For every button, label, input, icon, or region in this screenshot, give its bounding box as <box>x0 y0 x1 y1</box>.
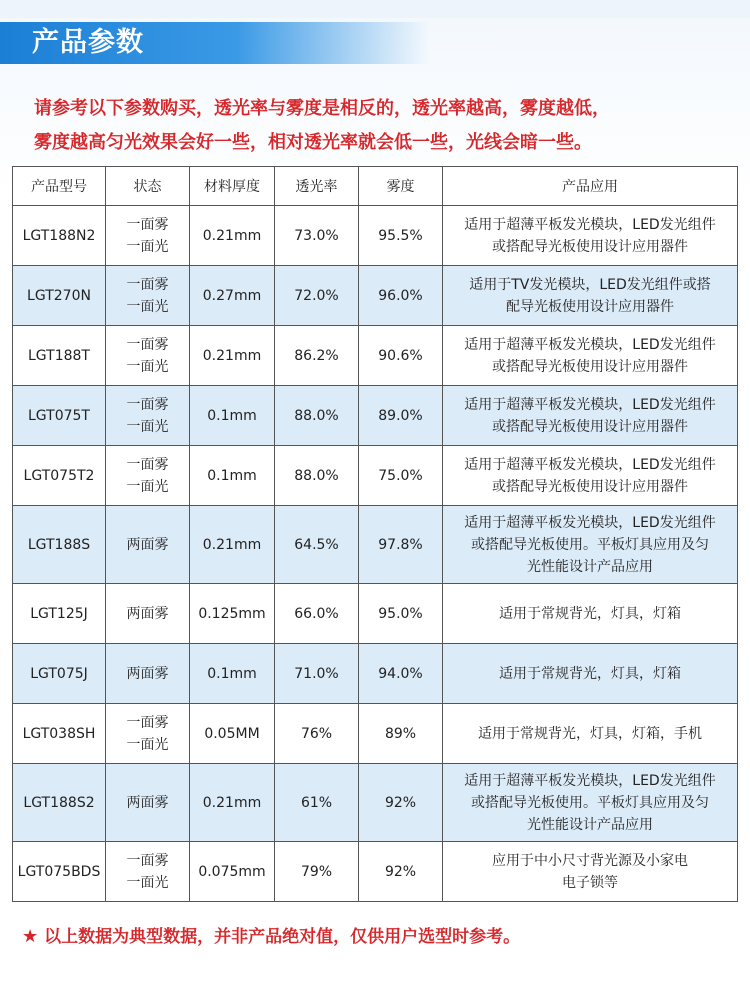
header-thickness: 材料厚度 <box>190 167 275 206</box>
header-application: 产品应用 <box>443 167 738 206</box>
cell-thickness: 0.21mm <box>190 206 275 266</box>
cell-model: LGT188T <box>13 326 106 386</box>
cell-model: LGT270N <box>13 266 106 326</box>
cell-state <box>106 386 190 446</box>
header-transmittance: 透光率 <box>275 167 359 206</box>
state-line: 一面雾 <box>126 216 169 233</box>
table-row <box>13 386 738 446</box>
star-icon: ★ <box>22 926 39 947</box>
cell-transmittance: 72.0% <box>275 266 359 326</box>
cell-thickness: 0.1mm <box>190 644 275 704</box>
cell-haze: 94.0% <box>359 644 443 704</box>
application-line: 适用于常规背光，灯具，灯箱 <box>499 605 681 622</box>
state-line: 两面雾 <box>126 665 169 682</box>
cell-state <box>106 326 190 386</box>
state-line: 一面雾 <box>126 714 169 731</box>
cell-application <box>443 704 738 764</box>
footnote-text: 以上数据为典型数据，并非产品绝对值，仅供用户选型时参考。 <box>44 927 521 947</box>
table-row <box>13 584 738 644</box>
cell-haze: 97.8% <box>359 506 443 584</box>
state-line: 两面雾 <box>126 794 169 811</box>
cell-haze: 75.0% <box>359 446 443 506</box>
cell-model: LGT038SH <box>13 704 106 764</box>
application-line: 适用于常规背光，灯具，灯箱 <box>499 665 681 682</box>
table-row <box>13 704 738 764</box>
cell-haze: 92% <box>359 764 443 842</box>
cell-model: LGT075T2 <box>13 446 106 506</box>
cell-transmittance: 64.5% <box>275 506 359 584</box>
table-body <box>13 206 738 902</box>
cell-application <box>443 764 738 842</box>
table-row <box>13 266 738 326</box>
cell-state <box>106 446 190 506</box>
cell-application <box>443 266 738 326</box>
application-line: 或搭配导光板使用设计应用器件 <box>492 418 688 435</box>
state-line: 一面雾 <box>126 276 169 293</box>
application-line: 或搭配导光板使用。平板灯具应用及匀 <box>471 536 709 553</box>
state-line: 一面雾 <box>126 852 169 869</box>
application-line: 适用于超薄平板发光模块，LED发光组件 <box>464 336 716 353</box>
cell-state <box>106 764 190 842</box>
state-line: 一面光 <box>126 736 169 753</box>
cell-thickness: 0.21mm <box>190 326 275 386</box>
table-row <box>13 446 738 506</box>
cell-thickness: 0.125mm <box>190 584 275 644</box>
application-line: 光性能设计产品应用 <box>527 816 653 833</box>
cell-model: LGT125J <box>13 584 106 644</box>
cell-state <box>106 842 190 902</box>
cell-state <box>106 644 190 704</box>
cell-transmittance: 66.0% <box>275 584 359 644</box>
application-line: 适用于超薄平板发光模块，LED发光组件 <box>464 216 716 233</box>
footnote <box>22 922 520 947</box>
application-line: 适用于常规背光，灯具，灯箱，手机 <box>478 725 702 742</box>
application-line: 或搭配导光板使用。平板灯具应用及匀 <box>471 794 709 811</box>
cell-state <box>106 266 190 326</box>
cell-transmittance: 79% <box>275 842 359 902</box>
header-state: 状态 <box>106 167 190 206</box>
application-line: 光性能设计产品应用 <box>527 558 653 575</box>
header-model: 产品型号 <box>13 167 106 206</box>
application-line: 应用于中小尺寸背光源及小家电 <box>492 852 688 869</box>
table-header-row <box>13 167 738 206</box>
state-line: 一面光 <box>126 358 169 375</box>
section-title: 产品参数 <box>32 27 144 58</box>
table-row <box>13 644 738 704</box>
cell-application <box>443 326 738 386</box>
cell-model: LGT075J <box>13 644 106 704</box>
state-line: 一面光 <box>126 238 169 255</box>
cell-state <box>106 206 190 266</box>
cell-application <box>443 842 738 902</box>
state-line: 一面雾 <box>126 456 169 473</box>
intro-line-1: 请参考以下参数购买，透光率与雾度是相反的，透光率越高，雾度越低， <box>34 98 610 119</box>
table-row <box>13 506 738 584</box>
cell-transmittance: 88.0% <box>275 386 359 446</box>
header-haze: 雾度 <box>359 167 443 206</box>
state-line: 一面光 <box>126 478 169 495</box>
state-line: 一面光 <box>126 298 169 315</box>
cell-thickness: 0.27mm <box>190 266 275 326</box>
table-row <box>13 206 738 266</box>
cell-haze: 95.0% <box>359 584 443 644</box>
intro-text <box>34 92 734 160</box>
cell-application <box>443 446 738 506</box>
intro-line-2: 雾度越高匀光效果会好一些，相对透光率就会低一些，光线会暗一些。 <box>34 132 592 153</box>
cell-haze: 96.0% <box>359 266 443 326</box>
application-line: 适用于TV发光模块，LED发光组件或搭 <box>469 276 711 293</box>
cell-thickness: 0.21mm <box>190 764 275 842</box>
cell-transmittance: 61% <box>275 764 359 842</box>
cell-transmittance: 76% <box>275 704 359 764</box>
table-row <box>13 842 738 902</box>
application-line: 或搭配导光板使用设计应用器件 <box>492 358 688 375</box>
cell-haze: 89% <box>359 704 443 764</box>
cell-application <box>443 506 738 584</box>
state-line: 两面雾 <box>126 605 169 622</box>
state-line: 一面光 <box>126 874 169 891</box>
cell-thickness: 0.21mm <box>190 506 275 584</box>
state-line: 一面光 <box>126 418 169 435</box>
cell-application <box>443 584 738 644</box>
cell-transmittance: 86.2% <box>275 326 359 386</box>
cell-model: LGT188N2 <box>13 206 106 266</box>
cell-state <box>106 704 190 764</box>
state-line: 一面雾 <box>126 396 169 413</box>
application-line: 电子锁等 <box>562 874 618 891</box>
application-line: 配导光板使用设计应用器件 <box>506 298 674 315</box>
application-line: 或搭配导光板使用设计应用器件 <box>492 478 688 495</box>
application-line: 适用于超薄平板发光模块，LED发光组件 <box>464 456 716 473</box>
application-line: 或搭配导光板使用设计应用器件 <box>492 238 688 255</box>
state-line: 两面雾 <box>126 536 169 553</box>
section-banner <box>0 22 430 64</box>
cell-model: LGT075T <box>13 386 106 446</box>
cell-model: LGT075BDS <box>13 842 106 902</box>
cell-state <box>106 584 190 644</box>
state-line: 一面雾 <box>126 336 169 353</box>
cell-model: LGT188S <box>13 506 106 584</box>
cell-state <box>106 506 190 584</box>
cell-thickness: 0.1mm <box>190 446 275 506</box>
cell-haze: 92% <box>359 842 443 902</box>
table-row <box>13 326 738 386</box>
cell-model: LGT188S2 <box>13 764 106 842</box>
table-row <box>13 764 738 842</box>
cell-haze: 95.5% <box>359 206 443 266</box>
application-line: 适用于超薄平板发光模块，LED发光组件 <box>464 396 716 413</box>
cell-application <box>443 206 738 266</box>
cell-transmittance: 73.0% <box>275 206 359 266</box>
application-line: 适用于超薄平板发光模块，LED发光组件 <box>464 772 716 789</box>
cell-transmittance: 88.0% <box>275 446 359 506</box>
parameter-table <box>12 166 738 902</box>
cell-application <box>443 386 738 446</box>
cell-haze: 89.0% <box>359 386 443 446</box>
cell-transmittance: 71.0% <box>275 644 359 704</box>
cell-thickness: 0.075mm <box>190 842 275 902</box>
cell-application <box>443 644 738 704</box>
cell-thickness: 0.05MM <box>190 704 275 764</box>
cell-haze: 90.6% <box>359 326 443 386</box>
cell-thickness: 0.1mm <box>190 386 275 446</box>
application-line: 适用于超薄平板发光模块，LED发光组件 <box>464 514 716 531</box>
